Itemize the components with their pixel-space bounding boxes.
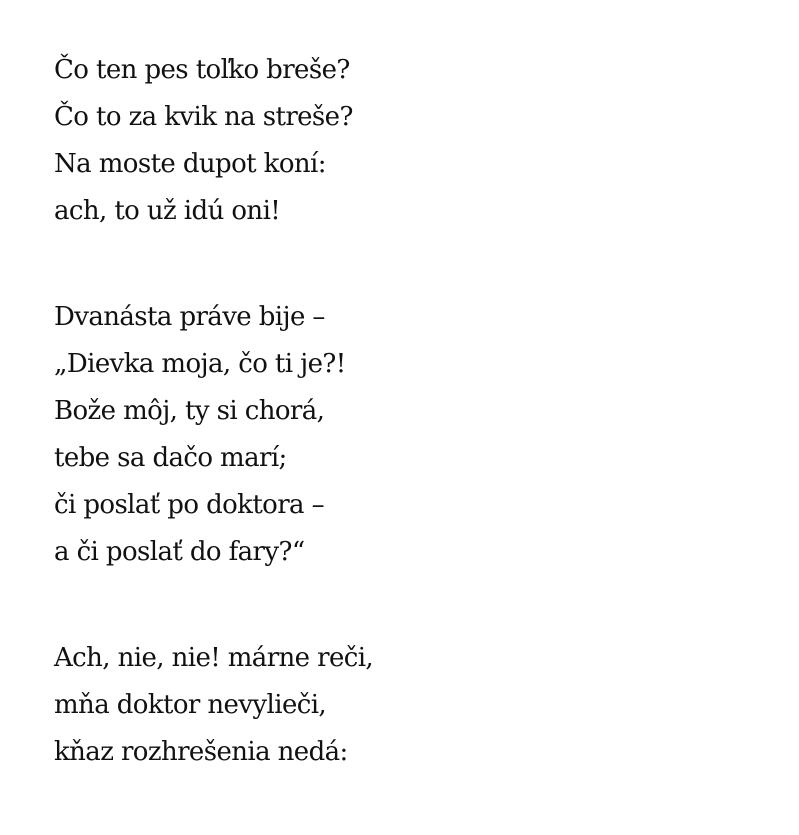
poem-line: Bože môj, ty si chorá, <box>54 396 325 426</box>
poem-line: Ach, nie, nie! márne reči, <box>54 643 374 673</box>
poem-text <box>54 47 373 835</box>
poem-line: Čo to za kvik na streše? <box>54 102 353 132</box>
poem-line: „Dievka moja, čo ti je?! <box>54 349 346 379</box>
poem-line: ach, to už idú oni! <box>54 196 281 226</box>
poem-line: Dvanásta práve bije – <box>54 302 325 332</box>
poem-line: Na moste dupot koní: <box>54 149 326 179</box>
poem-line: mňa doktor nevylieči, <box>54 690 327 720</box>
poem-line: Čo ten pes toľko breše? <box>54 55 350 85</box>
poem-line: kňaz rozhrešenia nedá: <box>54 737 348 767</box>
stanza-3 <box>54 635 373 776</box>
stanza-1 <box>54 47 373 235</box>
poem-line: či poslať po doktora – <box>54 490 325 520</box>
stanza-2 <box>54 294 373 576</box>
poem-line: a či poslať do fary?“ <box>54 537 305 567</box>
poem-line: tebe sa dačo marí; <box>54 443 287 473</box>
